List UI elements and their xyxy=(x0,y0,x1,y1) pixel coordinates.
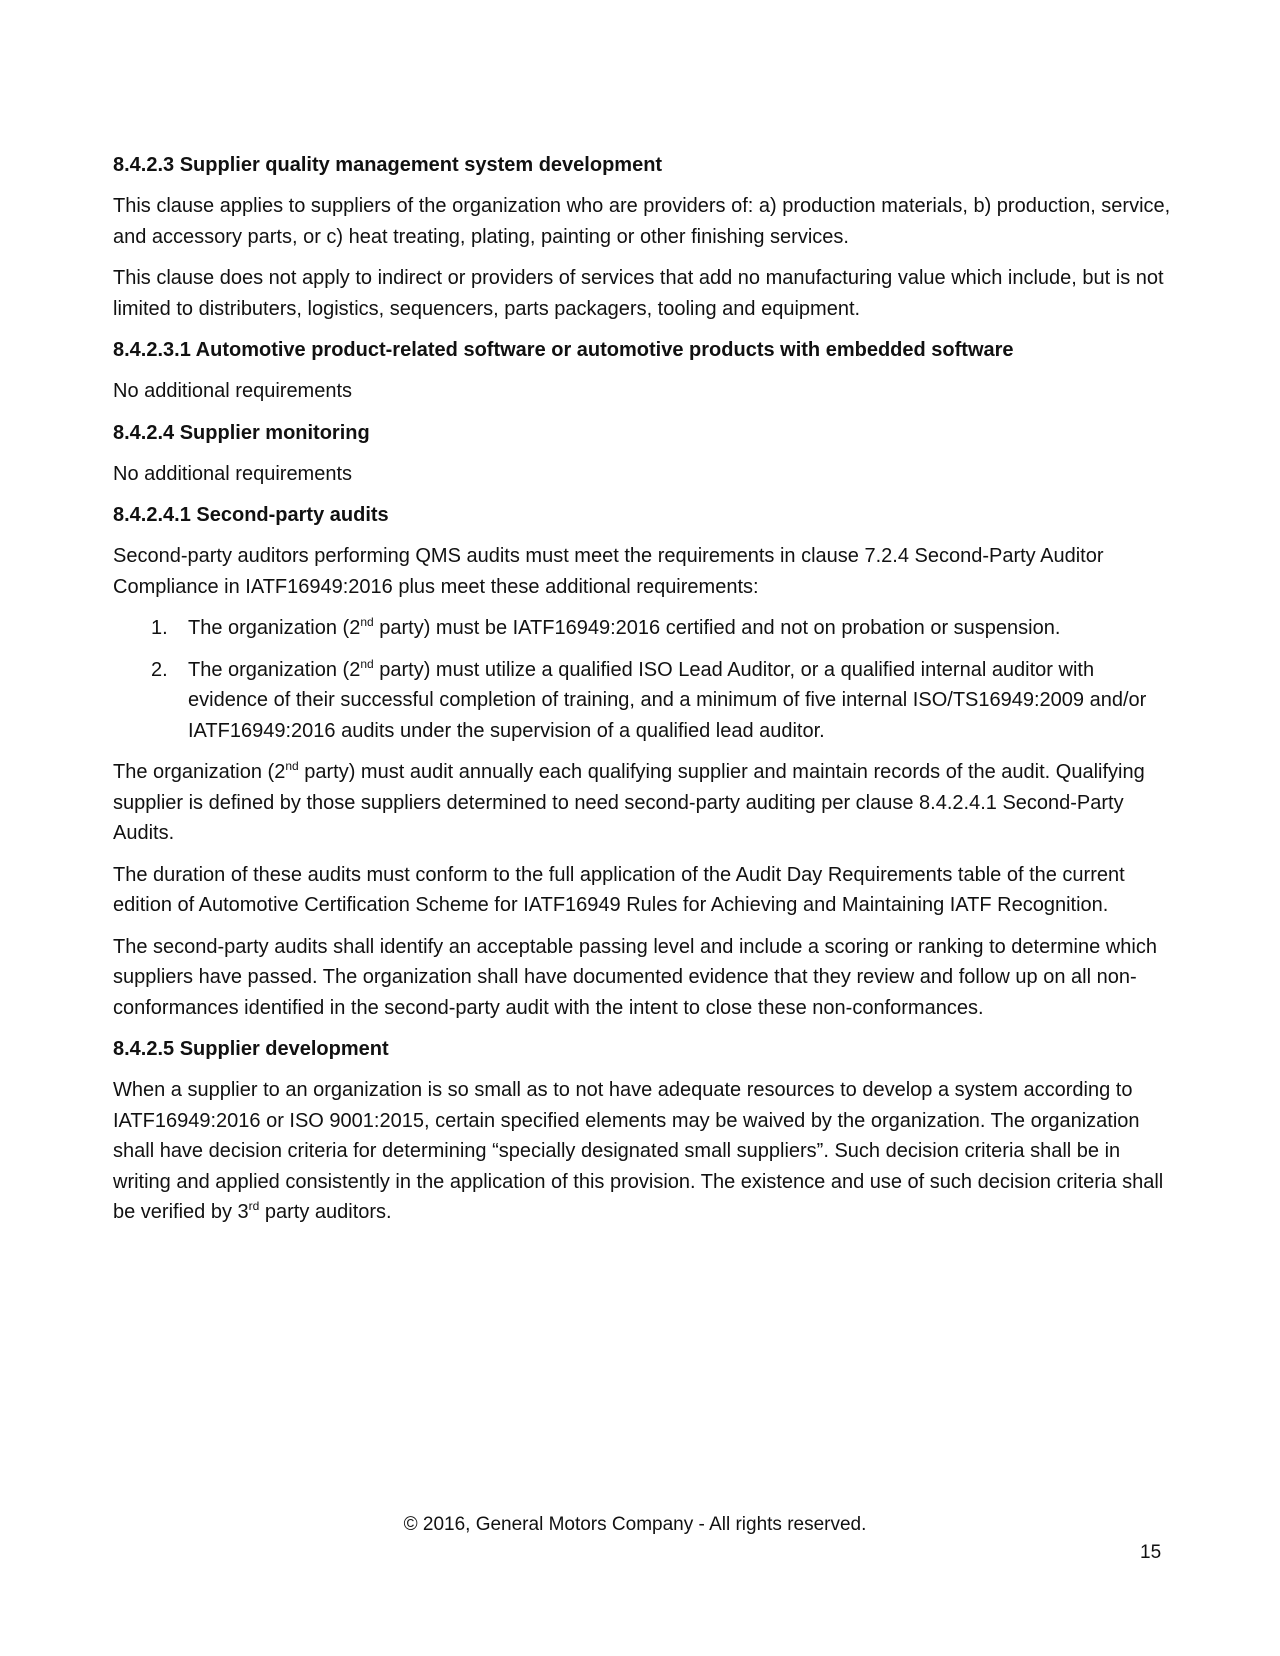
section-heading-8-4-2-3-1: 8.4.2.3.1 Automotive product-related software or automotive products with embedded software xyxy=(113,339,1014,361)
ordinal-suffix: nd xyxy=(360,656,374,671)
list-text-post: party) must be IATF16949:2016 certified and not on probation or suspension. xyxy=(373,617,1061,639)
requirements-list xyxy=(113,613,1173,746)
paragraph-second-party-auditors: Second-party auditors performing QMS audits must meet the requirements in clause 7.2.4 Second-Party Auditor Compliance in IATF16949:2016 plus meet these additional requirements: xyxy=(113,545,1104,598)
section-heading-8-4-2-3: 8.4.2.3 Supplier quality management system development xyxy=(113,154,663,176)
list-number: 1. xyxy=(151,617,168,639)
document-page xyxy=(113,150,1173,1239)
section-heading-8-4-2-4-1: 8.4.2.4.1 Second-party audits xyxy=(113,504,389,526)
ordinal-suffix: rd xyxy=(248,1199,260,1213)
paragraph-supplier-development xyxy=(113,1075,1173,1228)
list-item xyxy=(113,655,1173,747)
list-text-post: party) must utilize a qualified ISO Lead Auditor, or a qualified internal auditor with evidence of their successful completion of training, and a minimum of five internal ISO/TS16949:2009 and/or IATF16949:2016 audits under the supervision of a qualified lead auditor. xyxy=(188,658,1147,742)
copyright-text: © 2016, General Motors Company - All rights reserved. xyxy=(403,1514,867,1535)
list-text-pre: The organization (2 xyxy=(188,658,361,681)
paragraph-scope: This clause applies to suppliers of the organization who are providers of: a) production materials, b) production, service, and accessory parts, or c) heat treating, plating, painting or other finishing services. xyxy=(113,195,1171,248)
paragraph-exclusions: This clause does not apply to indirect or providers of services that add no manufacturing value which include, but is not limited to distributers, logistics, sequencers, parts packagers, tooling and equipment. xyxy=(113,267,1164,320)
paragraph-audit-duration: The duration of these audits must conform to the full application of the Audit Day Requirements table of the current edition of Automotive Certification Scheme for IATF16949 Rules for Achieving and Maintaining IATF Recognition. xyxy=(113,863,1125,916)
text-post: party) must audit annually each qualifying supplier and maintain records of the audit. Qualifying supplier is defined by those suppliers determined to need second-party auditing per clause 8.4.2.4.1 Second-Party Audits. xyxy=(113,761,1145,844)
paragraph-no-additional-requirements-1: No additional requirements xyxy=(113,380,353,402)
paragraph-annual-audit xyxy=(113,757,1173,849)
ordinal-suffix: nd xyxy=(360,615,374,629)
paragraph-no-additional-requirements-2: No additional requirements xyxy=(113,462,353,485)
page-number: 15 xyxy=(1140,1542,1162,1563)
list-text-pre: The organization (2 xyxy=(188,617,361,639)
text-pre: When a supplier to an organization is so small as to not have adequate resources to develop a system according to IATF16949:2016 or ISO 9001:2015, certain specified elements may be waived by the organization. The organization shall have decision criteria for determining “specially designated small suppliers”. Such decision criteria shall be in writing and applied consistently in the application of this provision. The existence and use of such decision criteria shall be verified by 3 xyxy=(113,1079,1164,1223)
list-item xyxy=(113,613,1173,644)
section-heading-8-4-2-5: 8.4.2.5 Supplier development xyxy=(113,1038,389,1060)
section-heading-8-4-2-4: 8.4.2.4 Supplier monitoring xyxy=(113,421,370,444)
paragraph-passing-level: The second-party audits shall identify an acceptable passing level and include a scoring or ranking to determine which suppliers have passed. The organization shall have documented evidence that they review and follow up on all non-conformances identified in the second-party audit with the intent to close these non-conformances. xyxy=(113,935,1157,1019)
text-post: party auditors. xyxy=(259,1201,392,1223)
footer-copyright xyxy=(0,1513,1280,1537)
text-pre: The organization (2 xyxy=(113,761,286,783)
list-number: 2. xyxy=(151,658,168,681)
ordinal-suffix: nd xyxy=(285,759,299,773)
